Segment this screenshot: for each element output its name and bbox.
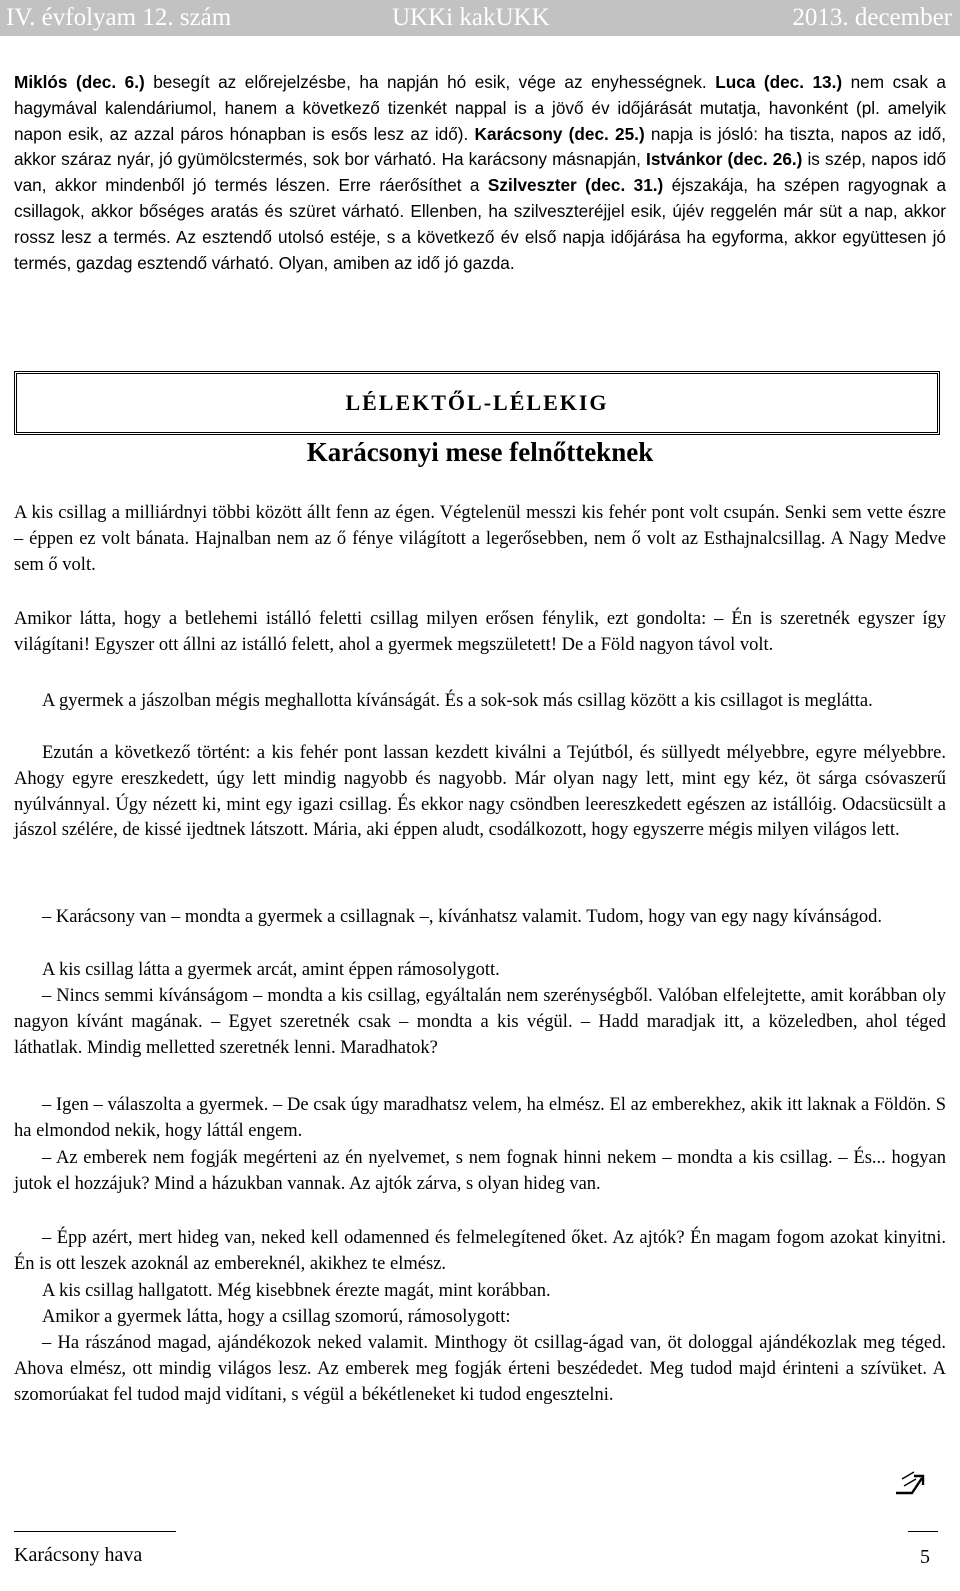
story-paragraph: – Az emberek nem fogják megérteni az én nyelvemet, s nem fognak hinni nekem – mondta a kis csillag. – És... hogyan jutok el hozzájuk? Mind a házukban vannak. Az ajtók zárva, s olyan hideg van. — [14, 1148, 946, 1194]
story-paragraph: – Nincs semmi kívánságom – mondta a kis csillag, egyáltalán nem szerénységből. Valóban elfelejtette, amit korábban oly nagyon kívánt magának. – Egyet szeretnék csak – mondta a kis végül. – Hadd maradjak itt, a közeledben, ahol téged láthatlak. Mindig melletted szeretnék lenni. Maradhatok? — [14, 986, 946, 1058]
page-number: 5 — [920, 1546, 930, 1568]
story-paragraph: A kis csillag látta a gyermek arcát, amint éppen rámosolygott. — [42, 960, 500, 980]
page-header — [0, 0, 960, 36]
header-issue: IV. évfolyam 12. szám — [6, 4, 232, 31]
story-paragraph: – Igen – válaszolta a gyermek. – De csak úgy maradhatsz velem, ha elmész. El az emberekhez, akik itt laknak a Földön. S ha elmondod nekik, hogy láttál engem. — [14, 1095, 946, 1141]
story-paragraph: – Ha rászánod magad, ajándékozok neked valamit. Minthogy öt csillag-ágad van, öt dologgal ajándékozlak meg téged. Ahova elmész, ott mindig világos lesz. Az emberek meg fogják érteni beszédedet. Meg tudod majd érinteni a szívüket. A szomorúakat fel tudod majd vidítani, s végül a békétleneket ki tudod engesztelni. — [14, 1333, 946, 1405]
intro-bold-karacsony: Karácsony (dec. 25.) — [474, 123, 645, 144]
story-paragraph: A kis csillag hallgatott. Még kisebbnek érezte magát, mint korábban. — [42, 1281, 551, 1301]
intro-text: is szép, napos idő van, akkor mindenből jó termés lészen. Erre ráerősíthet a — [14, 149, 947, 196]
intro-bold-miklos: Miklós (dec. 6.) — [14, 72, 145, 92]
story-paragraph: – Karácsony van – mondta a gyermek a csillagnak –, kívánhatsz valamit. Tudom, hogy van egy nagy kívánságod. — [42, 907, 883, 927]
section-title: LÉLEKTŐL-LÉLEKIG — [345, 390, 609, 415]
intro-bold-istvan: Istvánkor (dec. 26.) — [646, 149, 803, 170]
footer-section-name: Karácsony hava — [14, 1544, 143, 1566]
header-date: 2013. december — [792, 4, 952, 31]
header-publication: UKKi kakUKK — [392, 4, 550, 31]
story-paragraph: – Épp azért, mert hideg van, neked kell odamenned és felmelegítened őket. Az ajtók? Én magam fogom azokat kinyitni. Én is ott leszek azoknál az embereknél, akikhez te elmész. — [14, 1228, 946, 1274]
story-paragraph: A gyermek a jászolban mégis meghallotta kívánságát. És a sok-sok más csillag között a kis csillagot is meglátta. — [42, 691, 873, 711]
footer-divider — [908, 1531, 938, 1532]
section-title-box — [14, 371, 940, 435]
intro-text: napja is jósló: ha tiszta, napos az idő, akkor száraz nyár, jó gyümölcstermés, sok bor várható. Ha karácsony másnapján, — [14, 123, 946, 170]
story-title: Karácsonyi mese felnőtteknek — [306, 437, 654, 467]
intro-bold-szilveszter: Szilveszter (dec. 31.) — [487, 175, 664, 196]
intro-paragraph — [14, 70, 946, 276]
return-arrow-icon — [892, 1466, 928, 1496]
story-paragraph: Ezután a következő történt: a kis fehér pont lassan kezdett kiválni a Tejútból, és süllyedt mélyebbre, egyre mélyebbre. Ahogy egyre ereszkedett, úgy lett mindig nagyobb és nagyobb. Már olyan nagy lett, mint egy kéz, öt sárga csóvaszerű nyúlvánnyal. Úgy nézett ki, mint egy igazi csillag. És ekkor nagy csöndben leereszkedett egészen az istállóig. Odacsücsült a jászol szélére, de kissé ijedtnek látszott. Mária, aki éppen aludt, csodálkozott, hogy egyszerre mégis milyen világos lett. — [14, 743, 946, 841]
intro-bold-luca: Luca (dec. 13.) — [715, 72, 843, 92]
story-paragraph: A kis csillag a milliárdnyi többi között állt fenn az égen. Végtelenül messzi kis fehér pont volt csupán. Senki sem vette észre – éppen ez volt bánata. Hajnalban nem az ő fénye világított a legerősebben, nem ő volt az Esthajnalcsillag. A Nagy Medve sem ő volt. — [14, 503, 946, 575]
intro-text: éjszakája, ha szépen ragyognak a csillagok, akkor bőséges aratás és szüret várható. Ellenben, ha szilveszteréjjel esik, újév reggelén már süt a nap, akkor rossz lesz a termés. Az esztendő utolsó estéje, s a következő év első napja időjárása ha egyforma, akkor együttesen jó termés, gazdag esztendő várható. Olyan, amiben az idő jó gazda. — [14, 175, 947, 273]
story-paragraph: Amikor látta, hogy a betlehemi istálló feletti csillag milyen erősen fénylik, ezt gondolta: – Én is szeretnék egyszer így világítani! Egyszer ott állni az istálló felett, ahol a gyermek megszületett! De a Föld nagyon távol volt. — [14, 609, 946, 655]
footer-divider — [14, 1531, 176, 1532]
intro-text: besegít az előrejelzésbe, ha napján hó esik, vége az enyhességnek. — [144, 72, 716, 92]
story-paragraph: Amikor a gyermek látta, hogy a csillag szomorú, rámosolygott: — [42, 1307, 511, 1327]
intro-text: nem csak a hagymával kalendáriumol, hanem a következő tizenkét nappal is a jövő év időjárását mutatja, havonként (pl. amelyik napon esik, az azzal páros hónapban is esős lesz az idő). — [14, 72, 946, 144]
